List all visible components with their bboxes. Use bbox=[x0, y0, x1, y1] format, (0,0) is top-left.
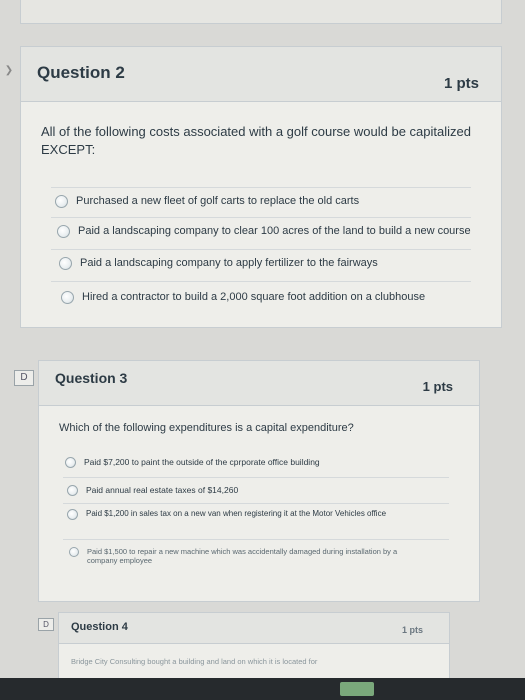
question-4-title: Question 4 bbox=[71, 621, 128, 633]
previous-question-box bbox=[20, 0, 502, 24]
question-2-answer-3[interactable] bbox=[59, 257, 378, 270]
answer-divider bbox=[51, 281, 471, 282]
radio-button[interactable] bbox=[65, 457, 76, 468]
question-3-answer-3[interactable] bbox=[67, 509, 427, 520]
answer-label: Paid a landscaping company to apply fertilizer to the fairways bbox=[80, 257, 378, 269]
question-3-answer-4[interactable] bbox=[69, 547, 409, 565]
answer-divider bbox=[51, 217, 471, 218]
answer-label: Paid a landscaping company to clear 100 acres of the land to build a new course bbox=[78, 225, 471, 237]
answer-divider bbox=[51, 249, 471, 250]
question-2-prompt: All of the following costs associated with a golf course would be capitalized EXCEPT: bbox=[41, 124, 471, 157]
radio-button[interactable] bbox=[55, 195, 68, 208]
radio-button[interactable] bbox=[67, 509, 78, 520]
answer-label: Paid $7,200 to paint the outside of the cprporate office building bbox=[84, 457, 320, 467]
question-2-answer-2[interactable] bbox=[57, 225, 471, 238]
radio-button[interactable] bbox=[69, 547, 79, 557]
answer-divider bbox=[51, 187, 471, 188]
question-4-prompt: Bridge City Consulting bought a building and land on which it is located for bbox=[71, 657, 318, 666]
radio-button[interactable] bbox=[61, 291, 74, 304]
answer-divider bbox=[63, 539, 449, 540]
question-2-answer-1[interactable] bbox=[55, 195, 359, 208]
answer-divider bbox=[63, 503, 449, 504]
question-3-title: Question 3 bbox=[55, 370, 128, 386]
question-2-title: Question 2 bbox=[37, 63, 125, 82]
flag-question-3-icon[interactable]: D bbox=[14, 370, 34, 386]
answer-label: Paid annual real estate taxes of $14,260 bbox=[86, 485, 239, 495]
question-3-prompt: Which of the following expenditures is a capital expenditure? bbox=[59, 422, 354, 434]
radio-button[interactable] bbox=[57, 225, 70, 238]
question-2-card bbox=[20, 46, 502, 328]
battery-icon bbox=[340, 682, 374, 696]
radio-button[interactable] bbox=[67, 485, 78, 496]
question-3-points: 1 pts bbox=[422, 379, 453, 394]
question-3-card bbox=[38, 360, 480, 602]
question-3-answer-1[interactable] bbox=[65, 457, 395, 468]
question-4-points: 1 pts bbox=[401, 625, 423, 635]
answer-label: Purchased a new fleet of golf carts to replace the old carts bbox=[76, 195, 360, 207]
answer-label: Paid $1,200 in sales tax on a new van when registering it at the Motor Vehicles office bbox=[86, 509, 387, 518]
flag-question-4-icon[interactable]: D bbox=[38, 618, 54, 631]
question-2-points: 1 pts bbox=[443, 75, 479, 92]
answer-divider bbox=[63, 477, 449, 478]
question-4-card bbox=[58, 612, 450, 684]
radio-button[interactable] bbox=[59, 257, 72, 270]
question-2-answer-4[interactable] bbox=[61, 291, 425, 304]
device-bottom-bar bbox=[0, 678, 525, 700]
flag-question-2-icon[interactable]: ❯ bbox=[4, 65, 14, 76]
answer-label: Hired a contractor to build a 2,000 square foot addition on a clubhouse bbox=[82, 291, 426, 303]
answer-label: Paid $1,500 to repair a new machine which was accidentally damaged during installation by a company employee bbox=[87, 547, 398, 565]
question-3-answer-2[interactable] bbox=[67, 485, 397, 496]
